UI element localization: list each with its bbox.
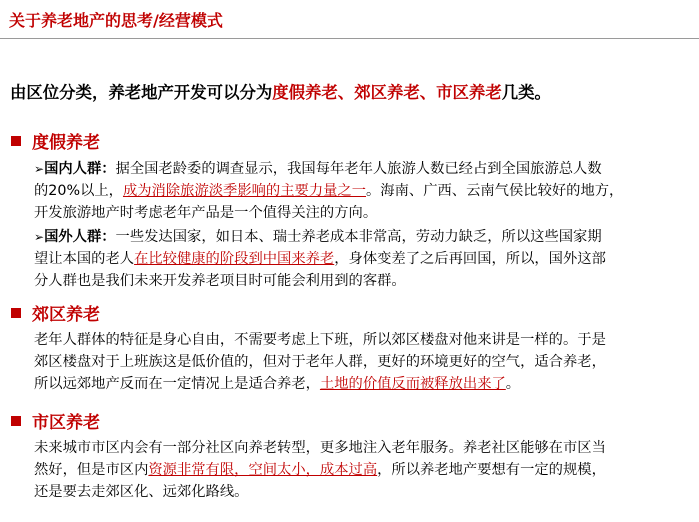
text-line — [34, 373, 694, 395]
highlight-phrase: 成为消除旅游淡季影响的主要力量之一 — [122, 183, 367, 199]
text-line — [34, 202, 694, 224]
highlight-phrase: 在比较健康的阶段到中国来养老 — [134, 251, 335, 267]
text-segment: ，身体变差了之后再回国，所以，国外这部 — [334, 251, 606, 267]
header-divider — [0, 38, 699, 39]
section-heading-urban — [11, 411, 100, 435]
lead-prefix: 由区位分类，养老地产开发可以分为 — [10, 83, 273, 102]
section-heading-suburban — [11, 303, 100, 327]
text-line — [34, 226, 694, 248]
text-line — [34, 481, 694, 503]
text-segment: 望让本国的老人 — [34, 251, 135, 267]
highlight-phrase: 资源非常有限，空间太小，成本过高 — [148, 462, 378, 478]
section-title: 市区养老 — [32, 413, 100, 433]
lead-highlight: 度假养老、郊区养老、市区养老 — [272, 83, 502, 102]
text-segment: 一些发达国家，如日本、瑞士养老成本非常高，劳动力缺乏，所以这些国家期 — [115, 229, 602, 245]
text-segment: 所以远郊地产反而在一定情况上是适合养老， — [34, 376, 320, 392]
lead-sentence — [10, 79, 551, 103]
square-bullet-icon — [11, 136, 21, 146]
text-line — [34, 329, 694, 351]
section-title: 郊区养老 — [32, 305, 100, 325]
section-heading-resort — [11, 131, 100, 155]
text-segment: 郊区楼盘对于上班族这是低价值的，但对于老年人群，更好的环境更好的空气，适合养老， — [34, 354, 606, 370]
page-title: 关于养老地产的思考/经营模式 — [9, 11, 223, 30]
paragraph-suburban — [34, 329, 694, 395]
highlight-phrase: 土地的价值反而被释放出来了 — [319, 376, 506, 392]
text-segment: 的20%以上， — [34, 183, 123, 199]
section-title: 度假养老 — [32, 133, 100, 153]
text-segment: 然好，但是市区内 — [34, 462, 149, 478]
text-segment: 开发旅游地产时考虑老年产品是一个值得关注的方向。 — [34, 205, 378, 221]
text-line — [34, 248, 694, 270]
text-line — [34, 437, 694, 459]
text-line — [34, 158, 694, 180]
square-bullet-icon — [11, 308, 21, 318]
paragraph-foreign — [34, 226, 694, 292]
label-foreign: 国外人群： — [44, 229, 116, 245]
text-line — [34, 270, 694, 292]
lead-suffix: 几类。 — [501, 83, 551, 102]
text-segment: 还是要去走郊区化、远郊化路线。 — [34, 484, 249, 500]
text-segment: 。海南、广西、云南气侯比较好的地方， — [366, 183, 624, 199]
text-segment: 。 — [505, 376, 521, 392]
label-domestic: 国内人群： — [44, 161, 116, 177]
text-segment: 老年人群体的特征是身心自由，不需要考虑上下班，所以郊区楼盘对他来讲是一样的。于是 — [34, 332, 606, 348]
arrow-bullet-icon: ➢ — [34, 230, 45, 244]
square-bullet-icon — [11, 416, 21, 426]
text-segment: 据全国老龄委的调查显示，我国每年老年人旅游人数已经占到全国旅游总人数 — [115, 161, 602, 177]
text-line — [34, 459, 694, 481]
text-segment: 分人群也是我们未来开发养老项目时可能会利用到的客群。 — [34, 273, 406, 289]
text-segment: 未来城市市区内会有一部分社区向养老转型，更多地注入老年服务。养老社区能够在市区当 — [34, 440, 606, 456]
paragraph-urban — [34, 437, 694, 503]
paragraph-domestic — [34, 158, 694, 224]
text-line — [34, 351, 694, 373]
text-line — [34, 180, 694, 202]
text-segment: ，所以养老地产要想有一定的规模， — [377, 462, 606, 478]
arrow-bullet-icon: ➢ — [34, 162, 45, 176]
